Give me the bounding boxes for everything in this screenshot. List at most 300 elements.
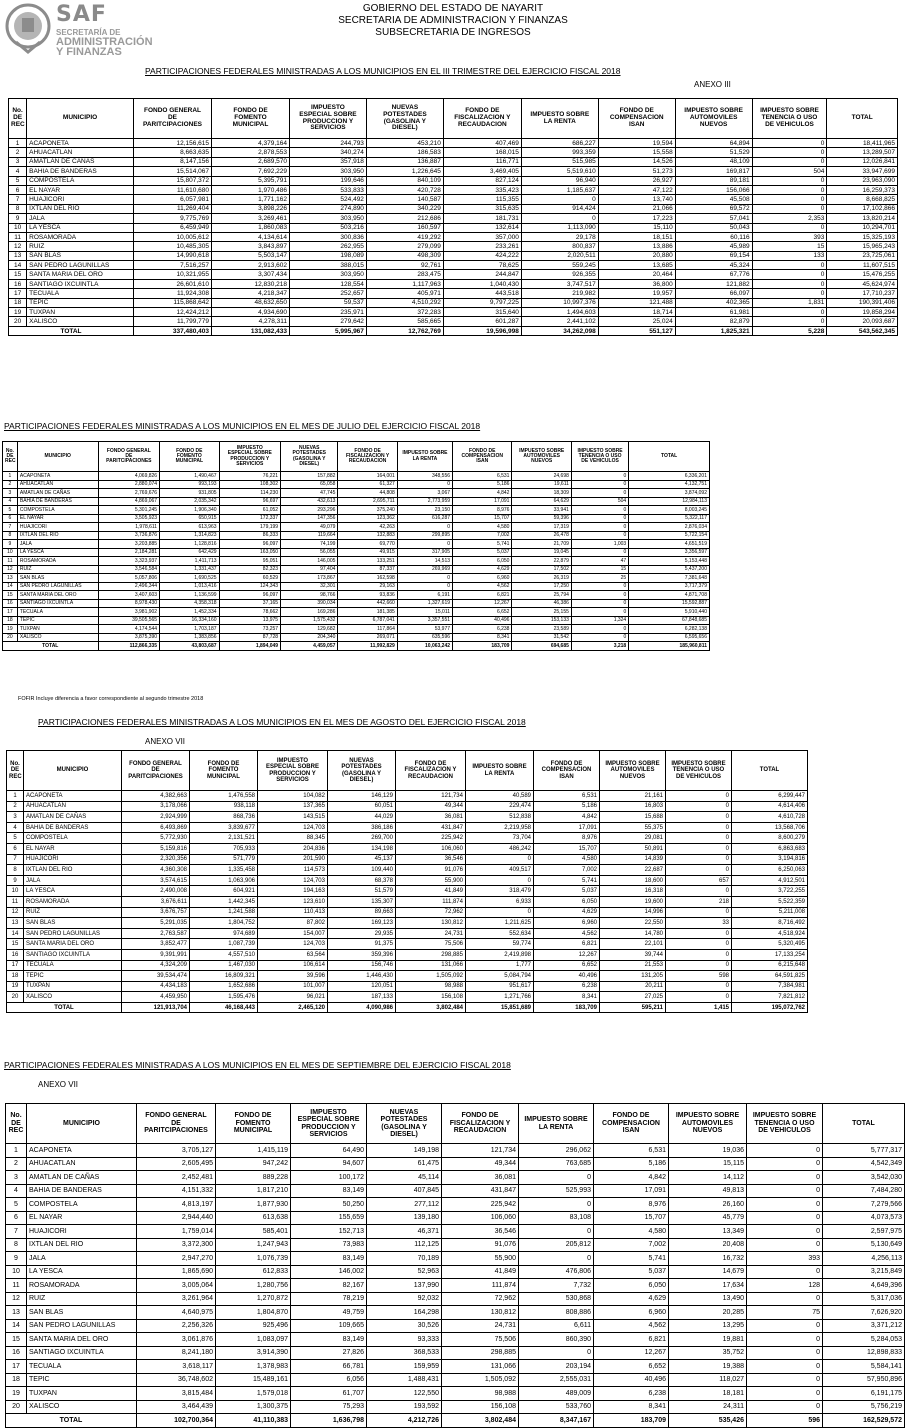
- cell-ieps: 143,515: [258, 812, 328, 823]
- cell-fofir: 115,355: [443, 195, 521, 204]
- municipio-name: SANTIAGO IXCUINTLA: [27, 279, 134, 288]
- cell-ffm: 1,241,588: [190, 907, 258, 918]
- cell-fci: 5,037: [453, 548, 512, 557]
- cell-fgp: 5,057,806: [98, 574, 160, 583]
- cell-total: 4,132,751: [629, 480, 710, 489]
- municipio-name: SANTA MARIA DEL ORO: [24, 939, 122, 950]
- cell-isan: 60,116: [675, 232, 752, 241]
- table-title: PARTICIPACIONES FEDERALES MINISTRADAS A LOS MUNICIPIOS EN EL MES DE SEPTIEMBRE DEL EJERCICIO FISCAL 2018: [4, 1060, 511, 1070]
- cell-isr: 317,905: [397, 548, 452, 557]
- cell-ieps: 300,836: [290, 232, 367, 241]
- total-fci: 183,709: [594, 1414, 669, 1428]
- municipio-name: JALA: [27, 214, 134, 223]
- cell-tenencia: 0: [571, 506, 628, 515]
- cell-isr: 525,993: [519, 1184, 594, 1198]
- municipio-name: TUXPAN: [24, 981, 122, 992]
- municipio-name: IXTLAN DEL RIO: [27, 1238, 137, 1252]
- cell-ieps: 110,413: [258, 907, 328, 918]
- table-row: [9, 148, 898, 157]
- cell-fofir: 106,060: [396, 843, 466, 854]
- table-row: [9, 223, 898, 232]
- row-number: 14: [6, 1319, 27, 1333]
- cell-ffm: 1,970,486: [212, 185, 290, 194]
- cell-fofir: 3,469,405: [443, 167, 521, 176]
- cell-isan: 89,181: [675, 176, 752, 185]
- cell-ffm: 1,063,906: [190, 875, 258, 886]
- cell-fofir: 233,261: [443, 242, 521, 251]
- cell-tenencia: 657: [666, 875, 732, 886]
- cell-ffm: 4,134,614: [212, 232, 290, 241]
- cell-fofir: 6,787,041: [338, 616, 397, 625]
- cell-isr: 23,150: [397, 506, 452, 515]
- table-row: [7, 896, 808, 907]
- table-row: [6, 1157, 905, 1171]
- cell-fci: 13,886: [598, 242, 675, 251]
- cell-fci: 121,488: [598, 298, 675, 307]
- row-number: 3: [9, 157, 27, 166]
- cell-isan: 51,529: [675, 148, 752, 157]
- cell-isr: 0: [519, 1346, 594, 1360]
- cell-fci: 17,223: [598, 214, 675, 223]
- cell-isan: 18,600: [600, 875, 666, 886]
- cell-isan: 402,365: [675, 298, 752, 307]
- row-number: 5: [6, 1198, 27, 1212]
- cell-isan: 19,045: [512, 548, 571, 557]
- cell-isr: 1,494,603: [521, 308, 598, 317]
- cell-tenencia: 0: [571, 599, 628, 608]
- cell-ieps: 73,257: [219, 625, 281, 634]
- cell-ieps: 27,826: [291, 1346, 367, 1360]
- cell-isan: 18,181: [669, 1387, 747, 1401]
- cell-np: 173,867: [281, 574, 338, 583]
- cell-np: 169,286: [281, 608, 338, 617]
- cell-np: 498,309: [366, 251, 443, 260]
- cell-tenencia: 0: [666, 886, 732, 897]
- municipio-name: SAN PEDRO LAGUNILLAS: [27, 261, 134, 270]
- cell-total: 6,863,683: [732, 843, 808, 854]
- cell-total: 8,668,825: [827, 195, 898, 204]
- cell-tenencia: 15: [752, 242, 827, 251]
- cell-tenencia: 393: [747, 1252, 823, 1266]
- cell-fgp: 3,261,964: [137, 1292, 216, 1306]
- cell-fofir: 601,287: [443, 317, 521, 326]
- column-header-np: NUEVAS POTESTADES (GASOLINA Y DIESEL): [328, 751, 396, 791]
- municipio-name: AMATLAN DE CAÑAS: [27, 157, 134, 166]
- row-number: 1: [6, 1144, 27, 1158]
- cell-isr: 0: [397, 523, 452, 532]
- municipio-name: ROSAMORADA: [17, 557, 98, 566]
- cell-total: 5,584,141: [823, 1360, 905, 1374]
- cell-ffm: 2,913,602: [212, 261, 290, 270]
- cell-fofir: 827,124: [443, 176, 521, 185]
- cell-ieps: 388,015: [290, 261, 367, 270]
- table-row: [7, 939, 808, 950]
- cell-isan: 26,160: [669, 1198, 747, 1212]
- total-ieps: 5,995,967: [290, 326, 367, 335]
- cell-total: 5,777,317: [823, 1144, 905, 1158]
- total-total: 185,960,811: [629, 642, 710, 651]
- total-fofir: 19,596,998: [443, 326, 521, 335]
- cell-fci: 20,880: [598, 251, 675, 260]
- table-row: [6, 1319, 905, 1333]
- cell-fgp: 3,203,885: [98, 540, 160, 549]
- cell-ieps: 37,165: [219, 599, 281, 608]
- row-number: 11: [3, 557, 18, 566]
- table-row: [7, 886, 808, 897]
- cell-isan: 22,550: [600, 918, 666, 929]
- cell-tenencia: 0: [666, 812, 732, 823]
- cell-fgp: 6,057,981: [134, 195, 212, 204]
- cell-fci: 19,957: [598, 289, 675, 298]
- cell-tenencia: 0: [747, 1292, 823, 1306]
- row-number: 3: [3, 489, 18, 498]
- cell-tenencia: 0: [747, 1373, 823, 1387]
- row-number: 2: [3, 480, 18, 489]
- row-number: 16: [9, 279, 27, 288]
- cell-isan: 18,309: [512, 489, 571, 498]
- cell-fci: 4,629: [534, 907, 600, 918]
- cell-fofir: 181,731: [443, 214, 521, 223]
- cell-isan: 49,813: [669, 1184, 747, 1198]
- row-number: 9: [6, 1252, 27, 1266]
- cell-ffm: 1,476,558: [190, 791, 258, 802]
- cell-ieps: 128,554: [290, 279, 367, 288]
- cell-isr: 0: [466, 875, 534, 886]
- cell-fci: 40,496: [534, 971, 600, 982]
- cell-fofir: 431,847: [396, 822, 466, 833]
- row-number: 1: [9, 139, 27, 148]
- cell-total: 17,102,866: [827, 204, 898, 213]
- cell-np: 49,079: [281, 523, 338, 532]
- cell-fci: 17,091: [534, 822, 600, 833]
- column-header-municipio: MUNICIPIO: [17, 442, 98, 472]
- cell-isr: 83,108: [519, 1211, 594, 1225]
- cell-ieps: 13,975: [219, 616, 281, 625]
- cell-isan: 25,155: [512, 608, 571, 617]
- cell-np: 92,032: [367, 1292, 442, 1306]
- total-fgp: 112,866,335: [98, 642, 160, 651]
- table-row: [6, 1333, 905, 1347]
- cell-np: 157,882: [281, 472, 338, 481]
- cell-tenencia: 598: [666, 971, 732, 982]
- cell-isan: 22,879: [512, 557, 571, 566]
- cell-fgp: 3,852,477: [122, 939, 190, 950]
- cell-fgp: 4,434,183: [122, 981, 190, 992]
- cell-isan: 45,508: [675, 195, 752, 204]
- cell-np: 169,123: [328, 918, 396, 929]
- municipio-name: COMPOSTELA: [27, 176, 134, 185]
- cell-total: 8,716,492: [732, 918, 808, 929]
- row-number: 3: [7, 812, 24, 823]
- cell-isr: 914,424: [521, 204, 598, 213]
- row-number: 20: [7, 992, 24, 1003]
- table-row: [9, 261, 898, 270]
- row-number: 15: [3, 591, 18, 600]
- total-isan: 1,825,321: [675, 326, 752, 335]
- cell-ffm: 1,467,030: [190, 960, 258, 971]
- cell-ffm: 48,632,650: [212, 298, 290, 307]
- table-row: [7, 801, 808, 812]
- cell-tenencia: 75: [747, 1306, 823, 1320]
- cell-total: 5,522,359: [732, 896, 808, 907]
- cell-fofir: 298,885: [396, 949, 466, 960]
- cell-ffm: 650,915: [160, 514, 219, 523]
- row-number: 18: [3, 616, 18, 625]
- cell-ieps: 124,703: [258, 939, 328, 950]
- table-row: [6, 1400, 905, 1414]
- cell-ffm: 1,083,097: [216, 1333, 291, 1347]
- cell-fci: 25,024: [598, 317, 675, 326]
- municipio-name: AHUACATLAN: [24, 801, 122, 812]
- cell-fgp: 12,156,615: [134, 139, 212, 148]
- table-row: [6, 1292, 905, 1306]
- total-ffm: 41,110,383: [216, 1414, 291, 1428]
- municipio-name: SANTA MARIA DEL ORO: [27, 1333, 137, 1347]
- column-header-no: No. DE REC: [9, 99, 27, 139]
- row-number: 4: [9, 167, 27, 176]
- total-isr: 10,063,242: [397, 642, 452, 651]
- cell-isr: 2,773,959: [397, 497, 452, 506]
- cell-isr: 96,940: [521, 176, 598, 185]
- cell-fgp: 3,981,902: [98, 608, 160, 617]
- row-number: 2: [7, 801, 24, 812]
- cell-np: 112,125: [367, 1238, 442, 1252]
- cell-fci: 8,976: [453, 506, 512, 515]
- cell-fgp: 7,516,257: [134, 261, 212, 270]
- cell-fofir: 75,506: [396, 939, 466, 950]
- cell-isan: 20,211: [600, 981, 666, 992]
- table-row: [3, 497, 710, 506]
- cell-total: 6,595,656: [629, 633, 710, 642]
- cell-total: 5,211,008: [732, 907, 808, 918]
- cell-fgp: 26,601,610: [134, 279, 212, 288]
- cell-total: 57,950,896: [823, 1373, 905, 1387]
- table-row: [7, 822, 808, 833]
- cell-isr: 515,985: [521, 157, 598, 166]
- cell-fofir: 55,900: [396, 875, 466, 886]
- table-row: [3, 480, 710, 489]
- cell-isan: 14,780: [600, 928, 666, 939]
- cell-fofir: 1,505,092: [396, 971, 466, 982]
- cell-tenencia: 504: [571, 497, 628, 506]
- table-row: [6, 1360, 905, 1374]
- total-tenencia: 5,228: [752, 326, 827, 335]
- cell-fofir: 36,081: [442, 1171, 519, 1185]
- cell-isan: 64,894: [675, 139, 752, 148]
- cell-fofir: 130,812: [396, 918, 466, 929]
- cell-isan: 24,698: [512, 472, 571, 481]
- cell-np: 129,682: [281, 625, 338, 634]
- cell-fofir: 244,847: [443, 270, 521, 279]
- cell-fci: 6,821: [453, 591, 512, 600]
- cell-ieps: 96,021: [258, 992, 328, 1003]
- municipio-name: SANTIAGO IXCUINTLA: [27, 1346, 137, 1360]
- total-isan: 595,211: [600, 1002, 666, 1013]
- cell-ieps: 274,890: [290, 204, 367, 213]
- cell-tenencia: 2,353: [752, 214, 827, 223]
- cell-ffm: 2,035,342: [160, 497, 219, 506]
- row-number: 8: [6, 1238, 27, 1252]
- cell-fci: 17,091: [594, 1184, 669, 1198]
- cell-fgp: 36,748,602: [137, 1373, 216, 1387]
- cell-ffm: 1,490,467: [160, 472, 219, 481]
- cell-tenencia: 0: [752, 261, 827, 270]
- cell-ffm: 974,689: [190, 928, 258, 939]
- cell-isan: 19,611: [512, 480, 571, 489]
- cell-isr: 530,868: [519, 1292, 594, 1306]
- cell-fofir: 123,362: [338, 514, 397, 523]
- cell-isr: 29,178: [521, 232, 598, 241]
- cell-fofir: 132,614: [443, 223, 521, 232]
- table-row: [7, 854, 808, 865]
- total-fofir: 11,992,829: [338, 642, 397, 651]
- cell-fofir: 156,108: [396, 992, 466, 1003]
- cell-total: 5,722,154: [629, 531, 710, 540]
- cell-isr: 2,441,102: [521, 317, 598, 326]
- row-number: 18: [7, 971, 24, 982]
- table-row: [9, 289, 898, 298]
- cell-ffm: 1,579,018: [216, 1387, 291, 1401]
- cell-fgp: 4,069,826: [98, 472, 160, 481]
- cell-np: 97,404: [281, 565, 338, 574]
- cell-ieps: 303,950: [290, 167, 367, 176]
- cell-ieps: 533,833: [290, 185, 367, 194]
- cell-isr: 0: [397, 480, 452, 489]
- row-number: 10: [3, 548, 18, 557]
- cell-np: 89,663: [328, 907, 396, 918]
- cell-isr: 3,067: [397, 489, 452, 498]
- municipio-name: SAN BLAS: [27, 1306, 137, 1320]
- cell-isr: 7,732: [519, 1279, 594, 1293]
- cell-np: 359,396: [328, 949, 396, 960]
- column-header-tenencia: IMPUESTO SOBRE TENENCIA O USO DE VEHICULOS: [571, 442, 628, 472]
- municipio-name: RUIZ: [27, 1292, 137, 1306]
- table-row: [3, 506, 710, 515]
- cell-np: 1,226,645: [366, 167, 443, 176]
- cell-np: 368,533: [367, 1346, 442, 1360]
- cell-np: 390,034: [281, 599, 338, 608]
- cell-isan: 22,101: [600, 939, 666, 950]
- cell-ieps: 198,089: [290, 251, 367, 260]
- cell-isr: 0: [466, 907, 534, 918]
- total-fgp: 121,913,704: [122, 1002, 190, 1013]
- cell-fci: 6,050: [594, 1279, 669, 1293]
- row-number: 16: [7, 949, 24, 960]
- cell-fgp: 4,459,950: [122, 992, 190, 1003]
- cell-fofir: 407,469: [443, 139, 521, 148]
- cell-ieps: 155,659: [291, 1211, 367, 1225]
- cell-ffm: 3,898,226: [212, 204, 290, 213]
- cell-total: 11,607,515: [827, 261, 898, 270]
- cell-ieps: 199,646: [290, 176, 367, 185]
- cell-fofir: 36,081: [396, 812, 466, 823]
- row-number: 7: [3, 523, 18, 532]
- municipio-name: TUXPAN: [17, 625, 98, 634]
- row-number: 12: [3, 565, 18, 574]
- cell-fgp: 4,869,067: [98, 497, 160, 506]
- cell-isan: 82,879: [675, 317, 752, 326]
- cell-fofir: 164,001: [338, 472, 397, 481]
- cell-tenencia: 0: [752, 270, 827, 279]
- cell-ffm: 3,269,461: [212, 214, 290, 223]
- cell-tenencia: 0: [571, 591, 628, 600]
- cell-ffm: 1,128,816: [160, 540, 219, 549]
- column-header-municipio: MUNICIPIO: [24, 751, 122, 791]
- cell-tenencia: 0: [752, 157, 827, 166]
- cell-ffm: 7,692,229: [212, 167, 290, 176]
- cell-fgp: 8,978,430: [98, 599, 160, 608]
- table-row: [3, 625, 710, 634]
- cell-fgp: 6,493,869: [122, 822, 190, 833]
- cell-total: 5,756,219: [823, 1400, 905, 1414]
- cell-ffm: 642,429: [160, 548, 219, 557]
- cell-fci: 5,741: [594, 1252, 669, 1266]
- row-number: 16: [3, 599, 18, 608]
- table-row: [3, 514, 710, 523]
- cell-np: 136,887: [366, 157, 443, 166]
- table-row: [7, 843, 808, 854]
- table-row: [6, 1252, 905, 1266]
- total-ieps: 1,636,798: [291, 1414, 367, 1428]
- cell-isan: 45,779: [669, 1211, 747, 1225]
- cell-ieps: 108,302: [219, 480, 281, 489]
- cell-fgp: 2,490,008: [122, 886, 190, 897]
- row-number: 16: [6, 1346, 27, 1360]
- cell-ffm: 1,452,334: [160, 608, 219, 617]
- cell-ffm: 1,771,162: [212, 195, 290, 204]
- cell-fci: 5,037: [534, 886, 600, 897]
- cell-isr: 6,191: [397, 591, 452, 600]
- totals-row: [6, 1414, 905, 1428]
- cell-ffm: 1,860,083: [212, 223, 290, 232]
- municipio-name: XALISCO: [17, 633, 98, 642]
- cell-fci: 6,652: [594, 1360, 669, 1374]
- cell-np: 120,051: [328, 981, 396, 992]
- column-header-np: NUEVAS POTESTADES (GASOLINA Y DIESEL): [281, 442, 338, 472]
- cell-tenencia: 0: [752, 139, 827, 148]
- cell-ffm: 1,411,713: [160, 557, 219, 566]
- municipio-name: EL NAYAR: [24, 843, 122, 854]
- cell-isr: 616,287: [397, 514, 452, 523]
- cell-fci: 12,267: [594, 1346, 669, 1360]
- cell-fci: 6,238: [594, 1387, 669, 1401]
- cell-isr: 53,977: [397, 625, 452, 634]
- cell-total: 5,284,053: [823, 1333, 905, 1347]
- cell-isan: 16,803: [600, 801, 666, 812]
- cell-fofir: 131,066: [396, 960, 466, 971]
- cell-np: 585,665: [366, 317, 443, 326]
- cell-tenencia: 0: [747, 1238, 823, 1252]
- cell-fofir: 49,344: [442, 1157, 519, 1171]
- cell-isan: 21,161: [600, 791, 666, 802]
- municipio-name: EL NAYAR: [17, 514, 98, 523]
- cell-isr: 348,556: [397, 472, 452, 481]
- cell-fci: 4,842: [594, 1171, 669, 1185]
- cell-tenencia: 0: [666, 939, 732, 950]
- cell-total: 7,279,566: [823, 1198, 905, 1212]
- table-row: [6, 1306, 905, 1320]
- municipio-name: HUAJICORI: [17, 523, 98, 532]
- table-row: [9, 195, 898, 204]
- cell-fofir: 156,108: [442, 1400, 519, 1414]
- cell-fofir: 298,885: [442, 1346, 519, 1360]
- cell-fci: 17,091: [453, 497, 512, 506]
- total-tenencia: 596: [747, 1414, 823, 1428]
- column-header-ieps: IMPUESTO ESPECIAL SOBRE PRODUCCION Y SERVICIOS: [219, 442, 281, 472]
- cell-total: 3,194,816: [732, 854, 808, 865]
- total-fgp: 102,700,364: [137, 1414, 216, 1428]
- cell-ieps: 101,007: [258, 981, 328, 992]
